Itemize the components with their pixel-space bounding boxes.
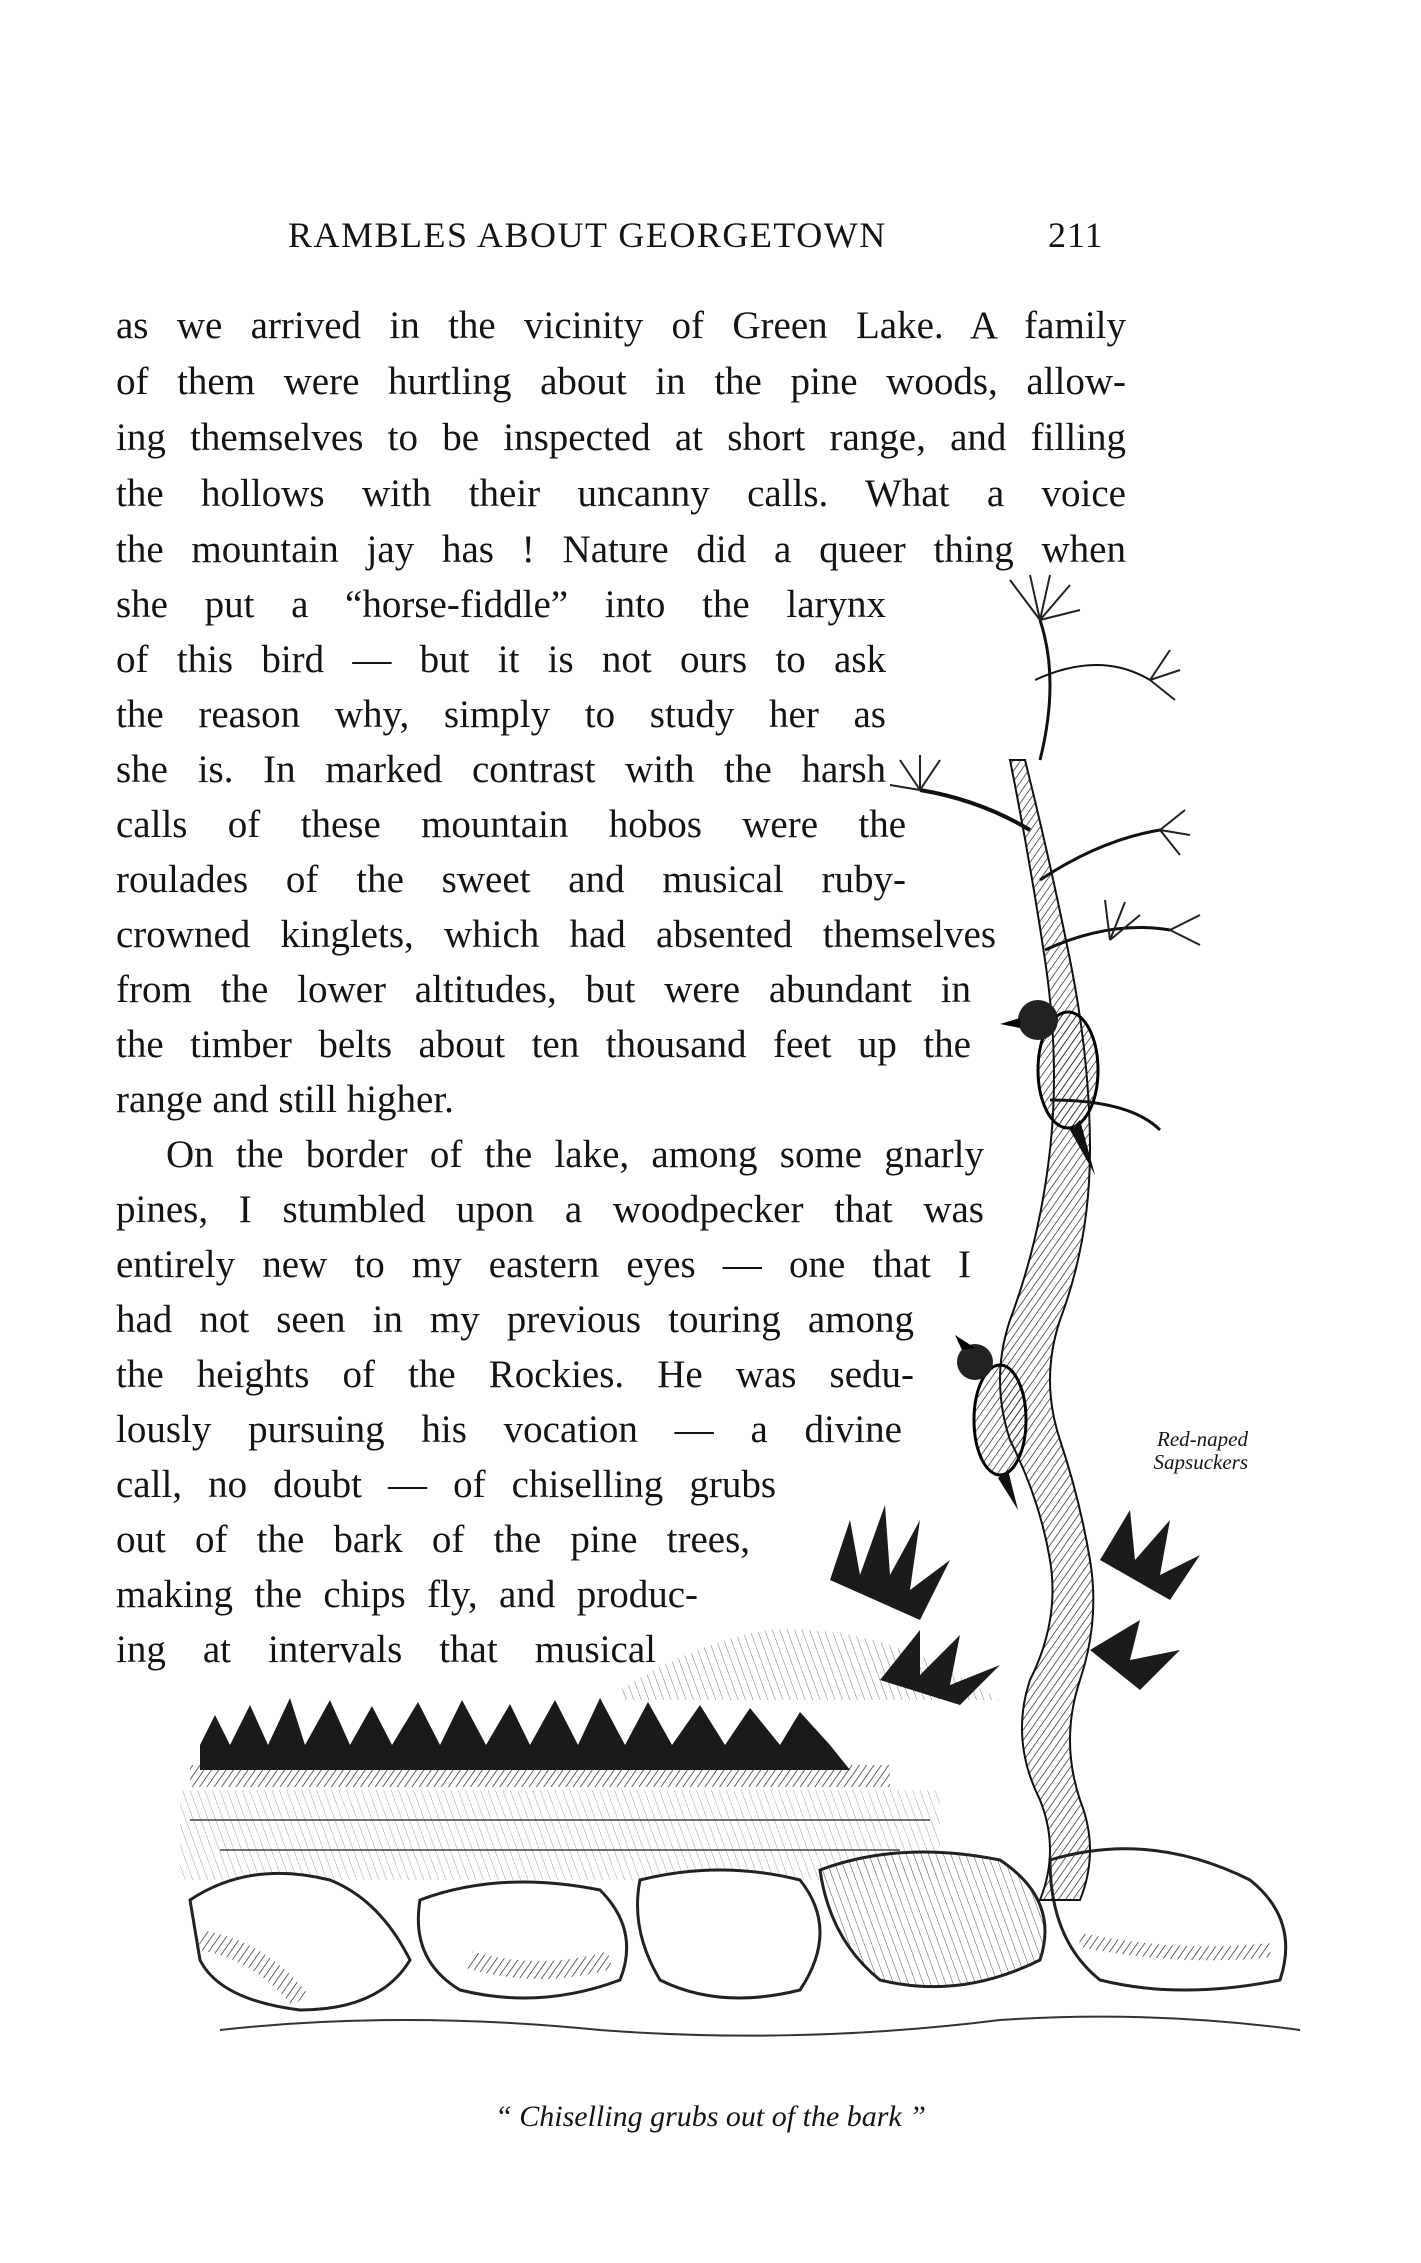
body-line: ing themselves to be inspected at short range, and filling: [116, 416, 1126, 459]
body-line: range and still higher.: [116, 1078, 454, 1121]
body-line: crowned kinglets, which had absented themselves: [116, 913, 996, 956]
tree-line: [190, 1698, 890, 1787]
body-line: pines, I stumbled upon a woodpecker that was: [116, 1188, 984, 1231]
running-title: RAMBLES ABOUT GEORGETOWN: [288, 215, 887, 255]
body-line: the timber belts about ten thousand feet up the: [116, 1023, 971, 1066]
body-line: ing at intervals that musical: [116, 1628, 656, 1671]
side-caption-line: Sapsuckers: [1153, 1450, 1248, 1475]
body-line: calls of these mountain hobos were the: [116, 803, 906, 846]
body-line: making the chips fly, and produc-: [116, 1573, 698, 1616]
body-line: of this bird — but it is not ours to ask: [116, 638, 886, 681]
body-line: On the border of the lake, among some gnarly: [166, 1133, 984, 1176]
sapsucker-upper-illustration: [1000, 1000, 1098, 1175]
body-line: the reason why, simply to study her as: [116, 693, 886, 736]
side-caption-line: Red-naped: [1157, 1427, 1248, 1451]
body-line: the heights of the Rockies. He was sedu-: [116, 1353, 914, 1396]
body-line: of them were hurtling about in the pine woods, allow-: [116, 360, 1126, 403]
body-line: the mountain jay has ! Nature did a queer thing when: [116, 528, 1126, 571]
body-line: she put a “horse-fiddle” into the larynx: [116, 583, 886, 626]
illustration-caption: “ Chiselling grubs out of the bark ”: [495, 2100, 926, 2133]
page-number: 211: [1048, 215, 1104, 255]
pine-tree: [830, 575, 1200, 1900]
body-line: as we arrived in the vicinity of Green Lake. A family: [116, 304, 1126, 347]
body-line: call, no doubt — of chiselling grubs: [116, 1463, 776, 1506]
body-line: she is. In marked contrast with the harsh: [116, 748, 886, 791]
body-line: lously pursuing his vocation — a divine: [116, 1408, 902, 1451]
side-caption: [1118, 1428, 1248, 1474]
body-line: entirely new to my eastern eyes — one that I: [116, 1243, 971, 1286]
body-line: from the lower altitudes, but were abundant in: [116, 968, 971, 1011]
body-line: roulades of the sweet and musical ruby-: [116, 858, 906, 901]
body-line: out of the bark of the pine trees,: [116, 1518, 750, 1561]
body-line: had not seen in my previous touring among: [116, 1298, 914, 1341]
body-line: the hollows with their uncanny calls. What a voice: [116, 472, 1126, 515]
